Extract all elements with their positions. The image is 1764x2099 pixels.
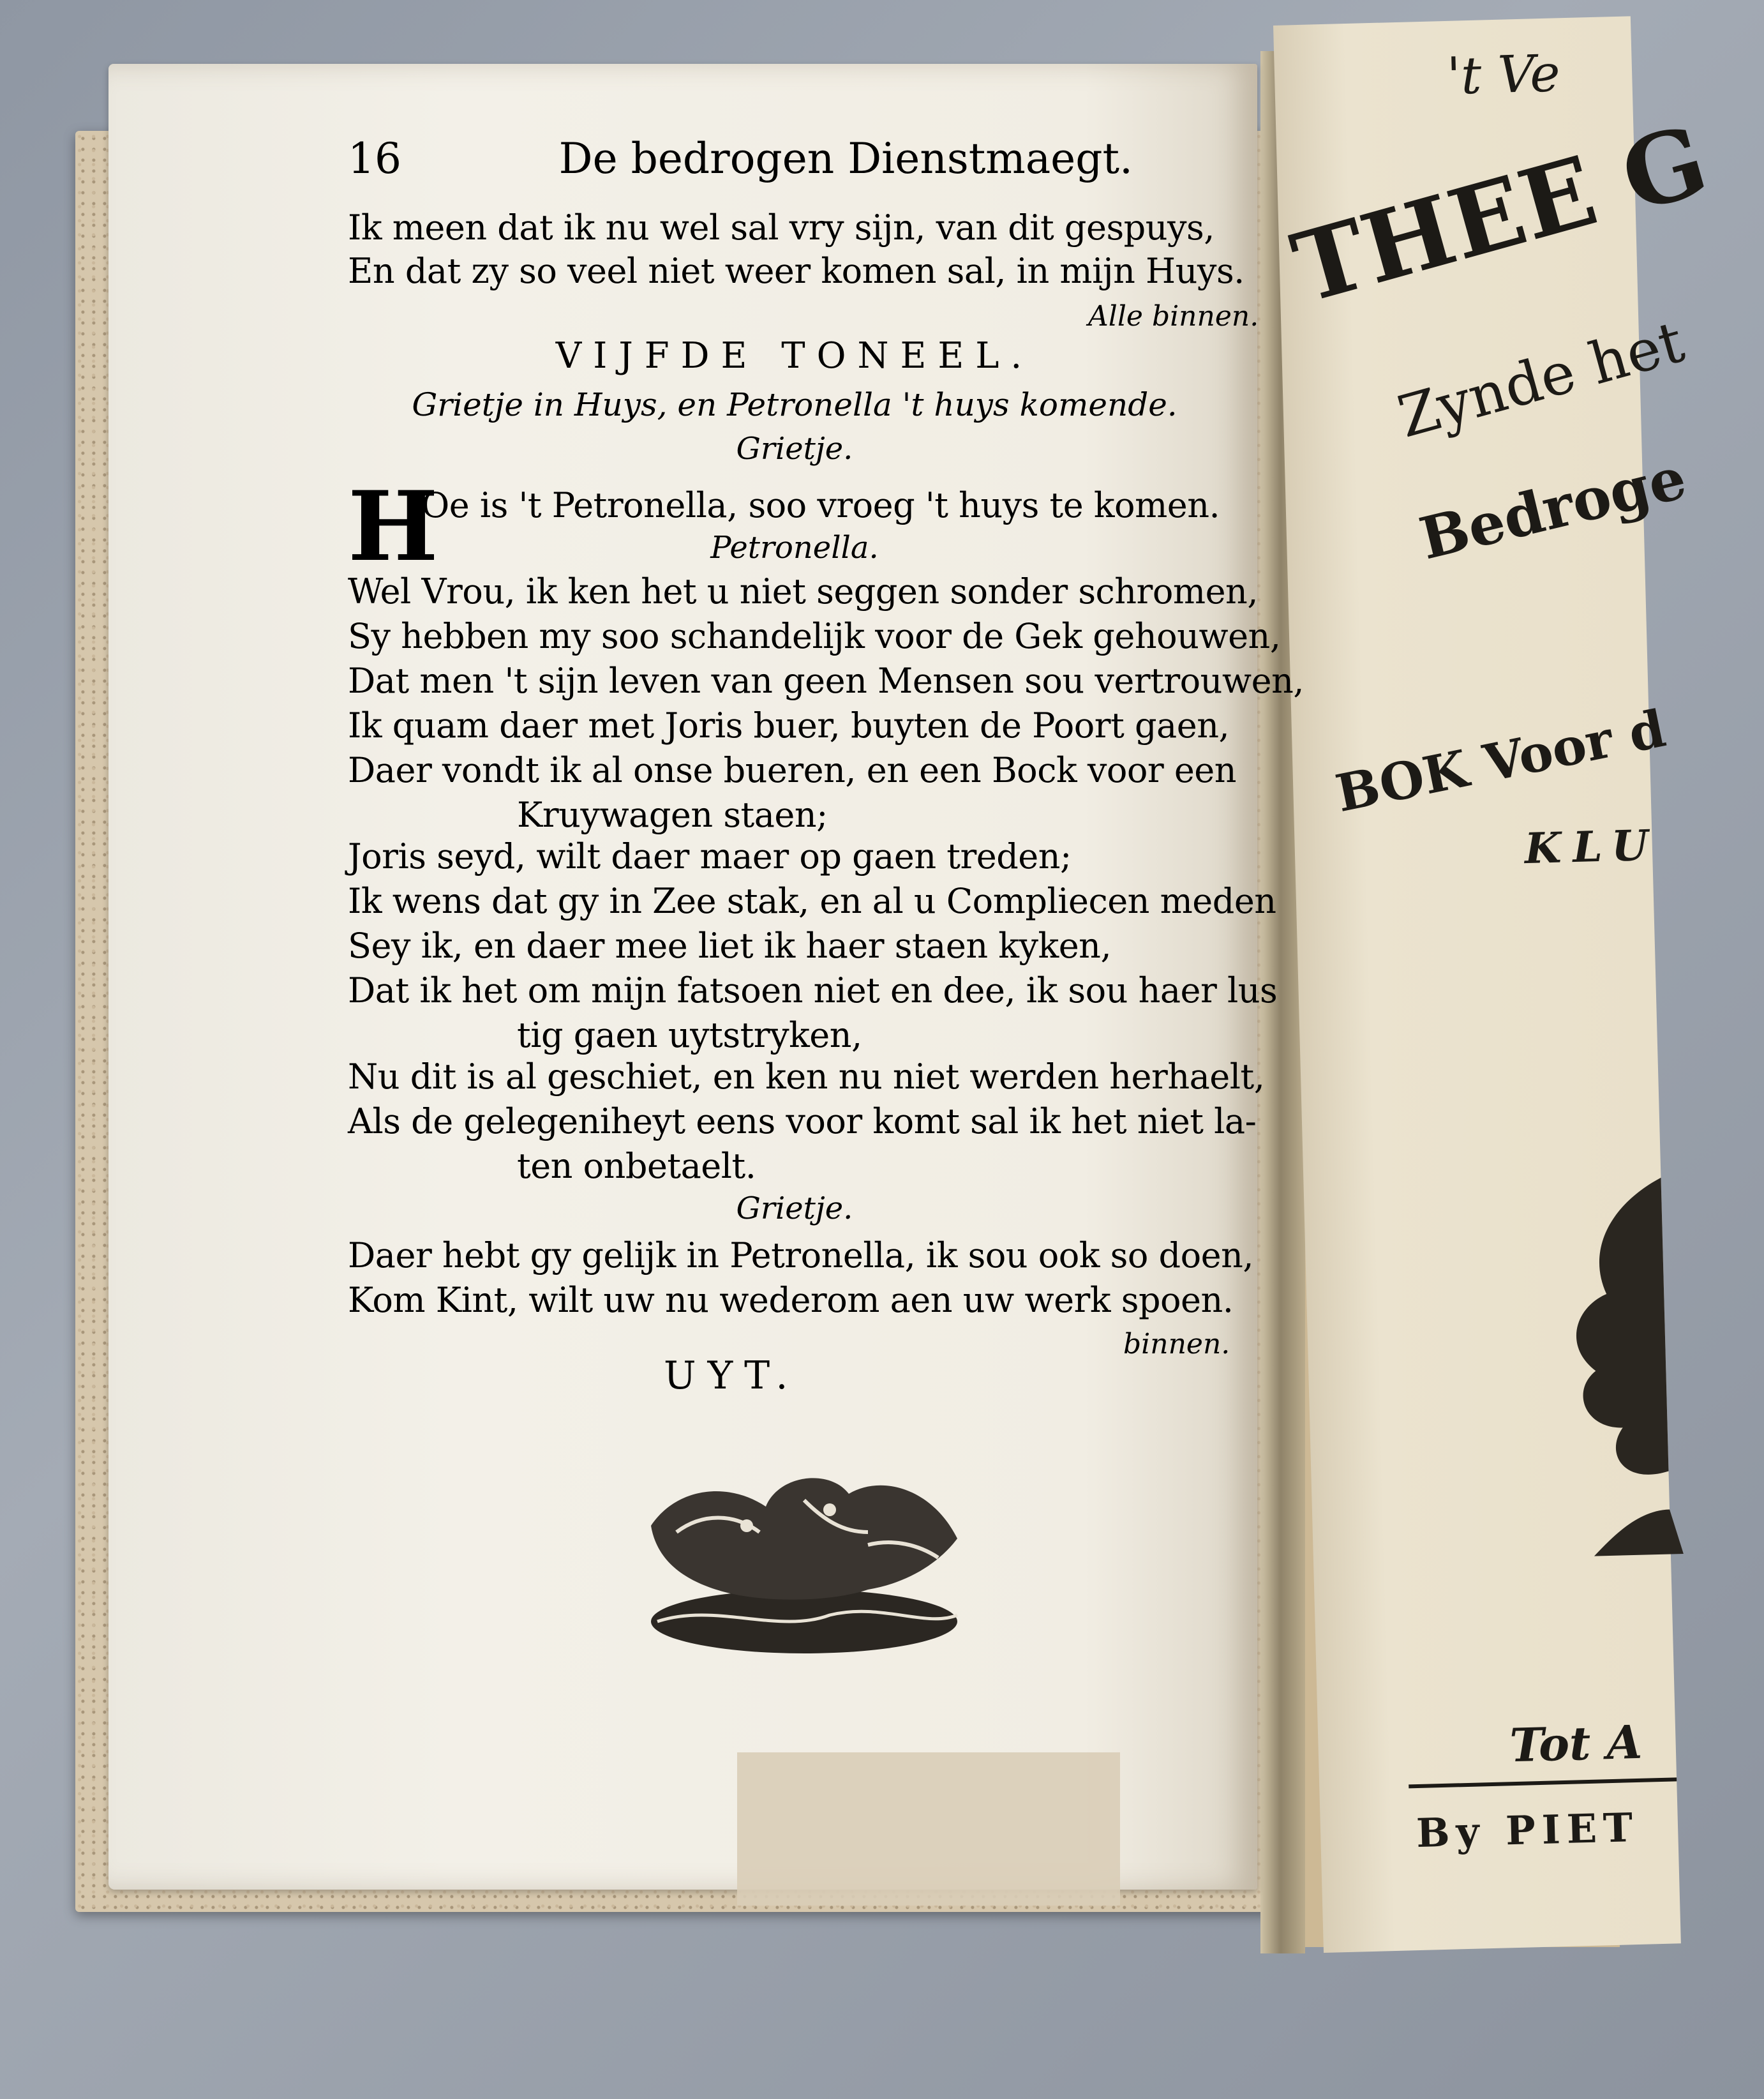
- stage-direction: binnen.: [1123, 1328, 1230, 1360]
- text-line: Oe is 't Petronella, soo vroeg 't huys te komen.: [421, 485, 1220, 525]
- text-line: ten onbetaelt.: [517, 1146, 756, 1186]
- right-page-line-5: BOK Voor d: [1331, 698, 1671, 824]
- text-line: Ik meen dat ik nu wel sal vry sijn, van dit gespuys,: [348, 207, 1215, 248]
- text-line: Dat ik het om mijn fatsoen niet en dee, ik sou haer lus: [348, 970, 1278, 1011]
- text-line: Kruywagen staen;: [517, 795, 828, 835]
- text-line: Daer vondt ik al onse bueren, en een Bock voor een: [348, 750, 1237, 790]
- right-page-line-1: 't Ve: [1446, 43, 1561, 106]
- paper-patch: [737, 1752, 1120, 1906]
- text-line: Nu dit is al geschiet, en ken nu niet werden herhaelt,: [348, 1057, 1265, 1097]
- text-line: Als de gelegeniheyt eens voor komt sal ik het niet la-: [348, 1101, 1257, 1141]
- text-line: Joris seyd, wilt daer maer op gaen treden;: [348, 836, 1072, 876]
- text-line: Ik wens dat gy in Zee stak, en al u Compliecen meden: [348, 881, 1276, 921]
- right-page-line-6: KLU: [1523, 820, 1661, 874]
- text-line: Sy hebben my soo schandelijk voor de Gek gehouwen,: [348, 616, 1281, 656]
- right-page-line-8: By PIET: [1416, 1803, 1640, 1857]
- text-line: En dat zy so veel niet weer komen sal, in mijn Huys.: [348, 251, 1245, 291]
- right-page-line-3: Zynde het: [1391, 308, 1691, 451]
- speaker-name: Grietje.: [736, 1191, 853, 1226]
- scene-title: VIJFDE TONEEL.: [555, 335, 1034, 377]
- text-line: Daer hebt gy gelijk in Petronella, ik sou ook so doen,: [348, 1235, 1254, 1275]
- right-page-rule: [1409, 1777, 1677, 1788]
- running-head: De bedrogen Dienstmaegt.: [558, 134, 1133, 183]
- page-number: 16: [348, 134, 401, 183]
- speaker-name: Grietje.: [736, 431, 853, 467]
- text-line: tig gaen uytstryken,: [517, 1015, 862, 1055]
- scene-subtitle: Grietje in Huys, en Petronella 't huys komende.: [412, 386, 1177, 423]
- text-line: Sey ik, en daer mee liet ik haer staen kyken,: [348, 926, 1112, 966]
- text-line: Ik quam daer met Joris buer, buyten de Poort gaen,: [348, 705, 1230, 746]
- drop-cap: H: [348, 470, 438, 583]
- text-line: Wel Vrou, ik ken het u niet seggen sonder schromen,: [348, 571, 1258, 612]
- bird-woodcut-icon: [638, 1449, 970, 1660]
- right-page-ornament: [1532, 1152, 1684, 1564]
- stage-direction: Alle binnen.: [1088, 300, 1259, 333]
- running-header: [348, 134, 1133, 192]
- right-page-title: THEE G: [1281, 103, 1719, 326]
- end-word: UYT.: [664, 1353, 800, 1398]
- right-page-line-7: Tot A: [1509, 1714, 1643, 1773]
- text-line: Kom Kint, wilt uw nu wederom aen uw werk spoen.: [348, 1280, 1234, 1320]
- speaker-name: Petronella.: [710, 530, 879, 566]
- right-page-line-4: Bedroge: [1413, 444, 1693, 573]
- text-line: Dat men 't sijn leven van geen Mensen sou vertrouwen,: [348, 661, 1304, 701]
- right-page: [1273, 16, 1719, 1953]
